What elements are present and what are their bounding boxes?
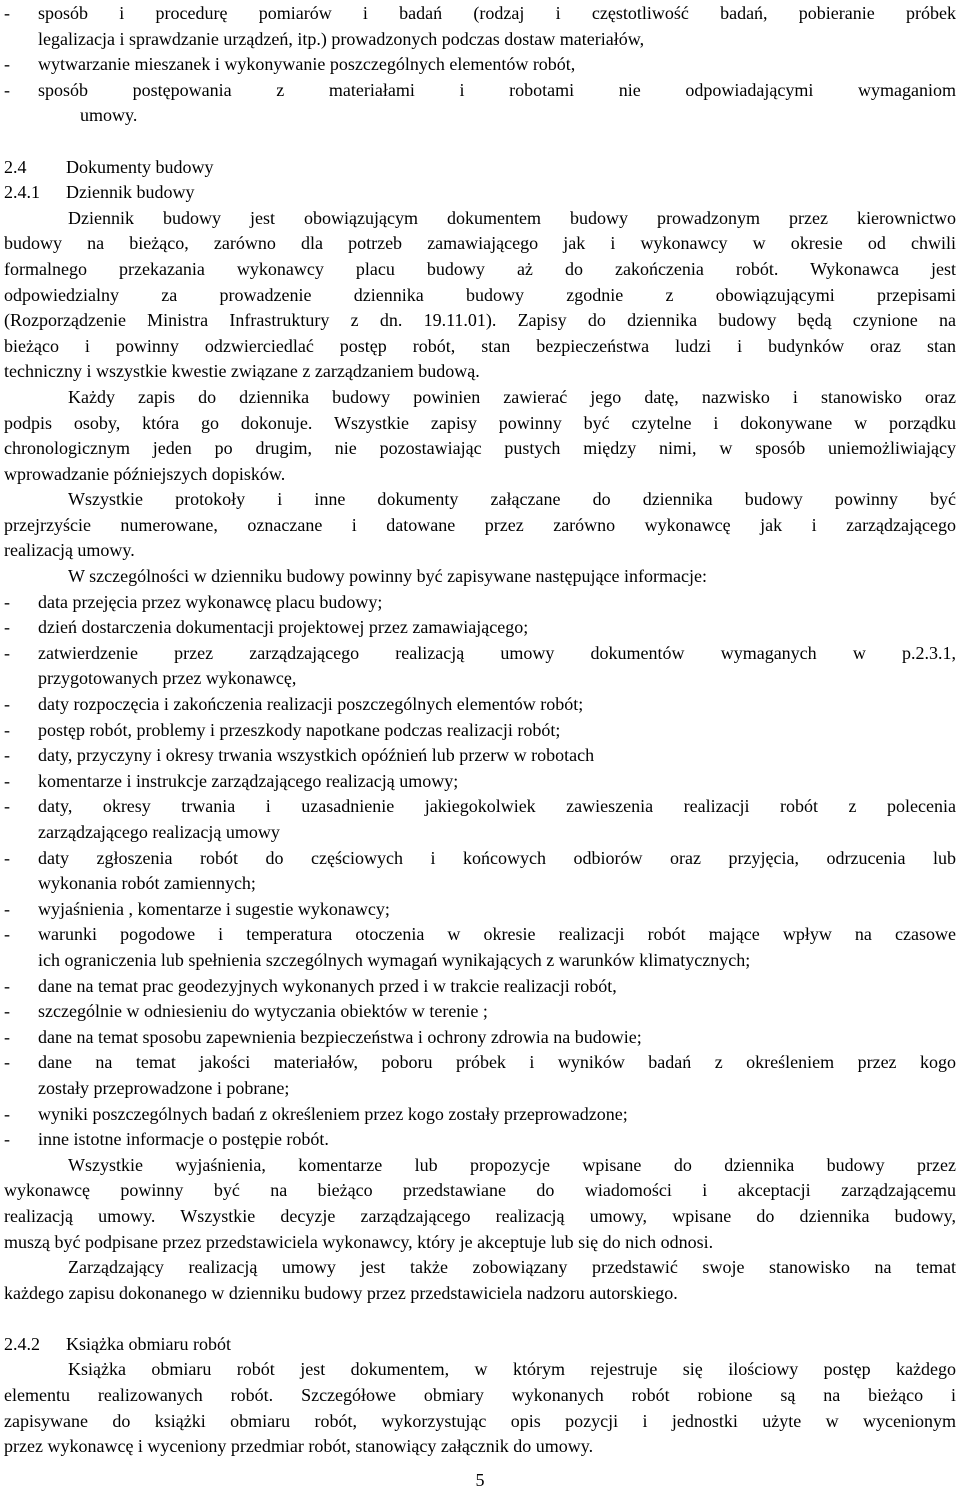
- text-line: wprowadzanie późniejszych dopisków.: [4, 463, 286, 484]
- text-line: formalnego przekazania wykonawcy placu budowy aż do zakończenia robót. Wykonawca jest: [4, 258, 956, 279]
- paragraph-zapis: [4, 385, 956, 487]
- dash-marker: -: [4, 898, 10, 919]
- text-line: przejrzyście numerowane, oznaczane i datowane przez zarówno wykonawcę jak i zarządzającego: [4, 514, 956, 535]
- section-title: Książka obmiaru robót: [66, 1333, 231, 1354]
- text-line: Wszystkie wyjaśnienia, komentarze lub propozycje wpisane do dziennika budowy przez: [68, 1154, 956, 1175]
- list-item: [4, 78, 956, 104]
- list-item: [4, 1127, 956, 1153]
- dash-marker: -: [4, 79, 10, 100]
- text-line: zapisywane do książki obmiaru robót, wykorzystując opis pozycji i jednostki użyte w wycenionym: [4, 1410, 956, 1431]
- top-bullet-list: [4, 1, 956, 129]
- list-item: [4, 922, 956, 948]
- dash-marker: -: [4, 719, 10, 740]
- section-heading-2-4: [4, 155, 956, 181]
- list-item-text: dane na temat jakości materiałów, poboru próbek i wyników badań z określeniem przez kogo: [38, 1052, 956, 1073]
- list-item-text: daty, przyczyny i okresy trwania wszystkich opóźnień lub przerw w robotach: [38, 745, 595, 766]
- text-line: Wszystkie protokoły i inne dokumenty załączane do dziennika budowy powinny być: [68, 489, 956, 510]
- list-item: [4, 794, 956, 820]
- text-line: Dziennik budowy jest obowiązującym dokumentem budowy prowadzonym przez kierownictwo: [68, 207, 956, 228]
- dash-marker: -: [4, 642, 10, 663]
- text-line: odpowiedzialny za prowadzenie dziennika budowy zgodnie z obowiązującymi przepisami: [4, 284, 956, 305]
- dash-marker: -: [4, 745, 10, 766]
- section-number: 2.4: [4, 156, 27, 177]
- list-item-text: daty, okresy trwania i uzasadnienie jakiegokolwiek zawieszenia realizacji robót z polecenia: [38, 796, 956, 817]
- list-item-continuation: zostały przeprowadzone i pobrane;: [38, 1077, 290, 1098]
- text-line: realizacją umowy.: [4, 540, 135, 561]
- list-item: [4, 743, 956, 769]
- list-item-text: wyniki poszczególnych badań z określeniem przez kogo zostały przeprowadzone;: [38, 1103, 628, 1124]
- list-item: [4, 974, 956, 1000]
- section-heading-2-4-2: [4, 1332, 956, 1358]
- text-line: techniczny i wszystkie kwestie związane z zarządzaniem budową.: [4, 361, 480, 382]
- list-item: [4, 590, 956, 616]
- text-line: Zarządzający realizacją umowy jest także zobowiązany przedstawić swoje stanowisko na temat: [68, 1257, 956, 1278]
- list-item: [4, 1050, 956, 1076]
- text-line: elementu realizowanych robót. Szczegółowe obmiary wykonanych robót robione są na bieżąco i: [4, 1385, 956, 1406]
- list-item-continuation: wykonania robót zamiennych;: [38, 873, 256, 894]
- paragraph-ksiazka-obmiaru: [4, 1357, 956, 1459]
- list-item-text: szczególnie w odniesieniu do wytyczania obiektów w terenie ;: [38, 1001, 488, 1022]
- text-line: wykonawcę powinny być na bieżąco przedstawiane do wiadomości i akceptacji zarządzającemu: [4, 1180, 956, 1201]
- section-number: 2.4.1: [4, 182, 40, 203]
- paragraph-dziennik: [4, 206, 956, 385]
- section-title: Dziennik budowy: [66, 182, 195, 203]
- dash-marker: -: [4, 617, 10, 638]
- list-item: [4, 52, 956, 78]
- dash-marker: -: [4, 924, 10, 945]
- dash-marker: -: [4, 1001, 10, 1022]
- info-bullet-list: [4, 590, 956, 1153]
- list-item-text: postęp robót, problemy i przeszkody napotkane podczas realizacji robót;: [38, 719, 561, 740]
- list-item: [4, 999, 956, 1025]
- text-line: Książka obmiaru robót jest dokumentem, w którym rejestruje się ilościowy postęp każdego: [68, 1359, 956, 1380]
- section-heading-2-4-1: [4, 180, 956, 206]
- list-item-text: daty rozpoczęcia i zakończenia realizacji poszczególnych elementów robót;: [38, 694, 584, 715]
- text-line: przez wykonawcę i wyceniony przedmiar robót, stanowiący załącznik do umowy.: [4, 1436, 594, 1457]
- list-item-text: sposób postępowania z materiałami i robotami nie odpowiadającymi wymaganiom: [38, 79, 956, 100]
- list-item-text: daty zgłoszenia robót do częściowych i końcowych odbiorów oraz przyjęcia, odrzucenia lub: [38, 847, 956, 868]
- page-number: 5: [475, 1470, 485, 1490]
- list-item: [4, 641, 956, 667]
- paragraph-informacje: [4, 564, 956, 590]
- list-item-continuation: zarządzającego realizacją umowy: [38, 822, 280, 842]
- text-line: W szczególności w dzienniku budowy powinny być zapisywane następujące informacje:: [68, 566, 707, 587]
- text-line: budowy na bieżąco, zarówno dla potrzeb zamawiającego jak i wykonawcy w okresie od chwili: [4, 233, 956, 254]
- list-item-continuation: ich ograniczenia lub spełnienia szczególnych wymagań wynikających z warunków klimatycznych;: [38, 949, 751, 970]
- list-item: [4, 1025, 956, 1051]
- list-item-text: komentarze i instrukcje zarządzającego realizacją umowy;: [38, 770, 459, 791]
- list-item-text: dane na temat prac geodezyjnych wykonanych przed i w trakcie realizacji robót,: [38, 975, 617, 996]
- list-item-text: zatwierdzenie przez zarządzającego realizacją umowy dokumentów wymaganych w p.2.3.1,: [38, 642, 956, 663]
- dash-marker: -: [4, 1026, 10, 1047]
- dash-marker: -: [4, 847, 10, 868]
- text-line: chronologicznym jeden po drugim, nie pozostawiając pustych między nimi, w sposób uniemożliwiający: [4, 438, 956, 459]
- dash-marker: -: [4, 975, 10, 996]
- dash-marker: -: [4, 1052, 10, 1073]
- section-number: 2.4.2: [4, 1333, 40, 1354]
- dash-marker: -: [4, 1129, 10, 1150]
- dash-marker: -: [4, 3, 10, 23]
- list-item-text: wyjaśnienia , komentarze i sugestie wykonawcy;: [38, 898, 390, 919]
- list-item-text: data przejęcia przez wykonawcę placu budowy;: [38, 591, 383, 612]
- spacer: [4, 129, 956, 155]
- paragraph-zarzadzajacy: [4, 1255, 956, 1306]
- text-line: każdego zapisu dokonanego w dzienniku budowy przez przedstawiciela nadzoru autorskiego.: [4, 1282, 678, 1303]
- dash-marker: -: [4, 591, 10, 612]
- list-item-text: sposób i procedurę pomiarów i badań (rodzaj i częstotliwość badań, pobieranie próbek: [38, 3, 956, 23]
- dash-marker: -: [4, 54, 10, 75]
- dash-marker: -: [4, 694, 10, 715]
- section-title: Dokumenty budowy: [66, 156, 214, 177]
- list-item: [4, 1102, 956, 1128]
- list-item-text: dzień dostarczenia dokumentacji projektowej przez zamawiającego;: [38, 617, 529, 638]
- list-item: [4, 615, 956, 641]
- list-item: [4, 718, 956, 744]
- text-line: muszą być podpisane przez przedstawiciela wykonawcy, który je akceptuje lub się do nich odnosi.: [4, 1231, 714, 1252]
- text-line: (Rozporządzenie Ministra Infrastruktury z dn. 19.11.01). Zapisy do dziennika budowy będą czynione na: [4, 310, 956, 331]
- list-item-continuation: umowy.: [80, 105, 138, 126]
- list-item-continuation: przygotowanych przez wykonawcę,: [38, 668, 297, 689]
- list-item: [4, 692, 956, 718]
- list-item: [4, 846, 956, 872]
- dash-marker: -: [4, 796, 10, 817]
- spacer: [4, 1306, 956, 1332]
- list-item-text: warunki pogodowe i temperatura otoczenia w okresie realizacji robót mające wpływ na czasowe: [38, 924, 956, 945]
- paragraph-wyjasnienia: [4, 1153, 956, 1255]
- dash-marker: -: [4, 770, 10, 791]
- list-item-text: inne istotne informacje o postępie robót.: [38, 1129, 329, 1150]
- text-line: bieżąco i powinny odzwierciedlać postęp robót, stan bezpieczeństwa ludzi i budynków oraz stan: [4, 335, 956, 356]
- text-line: podpis osoby, która go dokonuje. Wszystkie zapisy powinny być czytelne i dokonywane w porządku: [4, 412, 956, 433]
- text-line: Każdy zapis do dziennika budowy powinien zawierać jego datę, nazwisko i stanowisko oraz: [68, 386, 956, 407]
- dash-marker: -: [4, 1103, 10, 1124]
- list-item: [4, 1, 956, 27]
- list-item-text: wytwarzanie mieszanek i wykonywanie poszczególnych elementów robót,: [38, 54, 576, 75]
- list-item: [4, 769, 956, 795]
- list-item-continuation: legalizacja i sprawdzanie urządzeń, itp.) prowadzonych podczas dostaw materiałów,: [38, 28, 645, 49]
- list-item: [4, 897, 956, 923]
- paragraph-protokoly: [4, 487, 956, 564]
- text-line: realizacją umowy. Wszystkie decyzje zarządzającego realizacją umowy, wpisane do dziennika budowy,: [4, 1205, 956, 1226]
- list-item-text: dane na temat sposobu zapewnienia bezpieczeństwa i ochrony zdrowia na budowie;: [38, 1026, 642, 1047]
